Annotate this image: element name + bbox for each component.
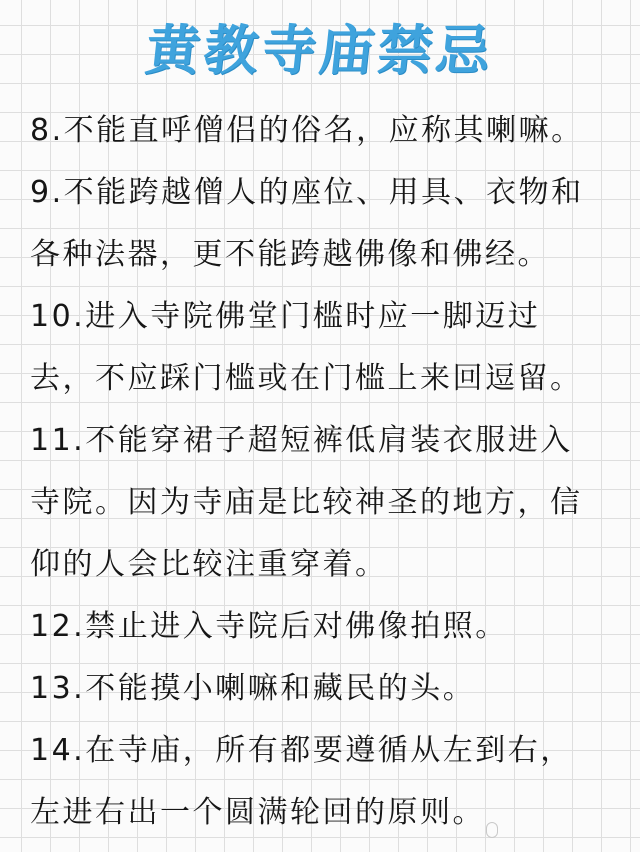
- list-line: 10.进入寺院佛堂门槛时应一脚迈过: [30, 299, 541, 334]
- list-line: 寺院。因为寺庙是比较神圣的地方，信: [30, 485, 583, 520]
- list-line: 各种法器，更不能跨越佛像和佛经。: [30, 237, 550, 272]
- list-line: 8.不能直呼僧侣的俗名，应称其喇嘛。: [30, 113, 584, 148]
- list-line: 14.在寺庙，所有都要遵循从左到右，: [30, 733, 573, 768]
- watermark-icon: [486, 822, 498, 838]
- list-line: 9.不能跨越僧人的座位、用具、衣物和: [30, 175, 584, 210]
- list-line: 左进右出一个圆满轮回的原则。: [30, 795, 485, 830]
- page-title: 黄教寺庙禁忌: [142, 18, 498, 82]
- list-line: 仰的人会比较注重穿着。: [30, 547, 388, 582]
- list-line: 12.禁止进入寺院后对佛像拍照。: [30, 609, 508, 644]
- list-line: 去，不应踩门槛或在门槛上来回逗留。: [30, 361, 583, 396]
- list-line: 13.不能摸小喇嘛和藏民的头。: [30, 671, 476, 706]
- list-line: 11.不能穿裙子超短裤低肩装衣服进入: [30, 423, 573, 458]
- taboo-list: [30, 100, 630, 844]
